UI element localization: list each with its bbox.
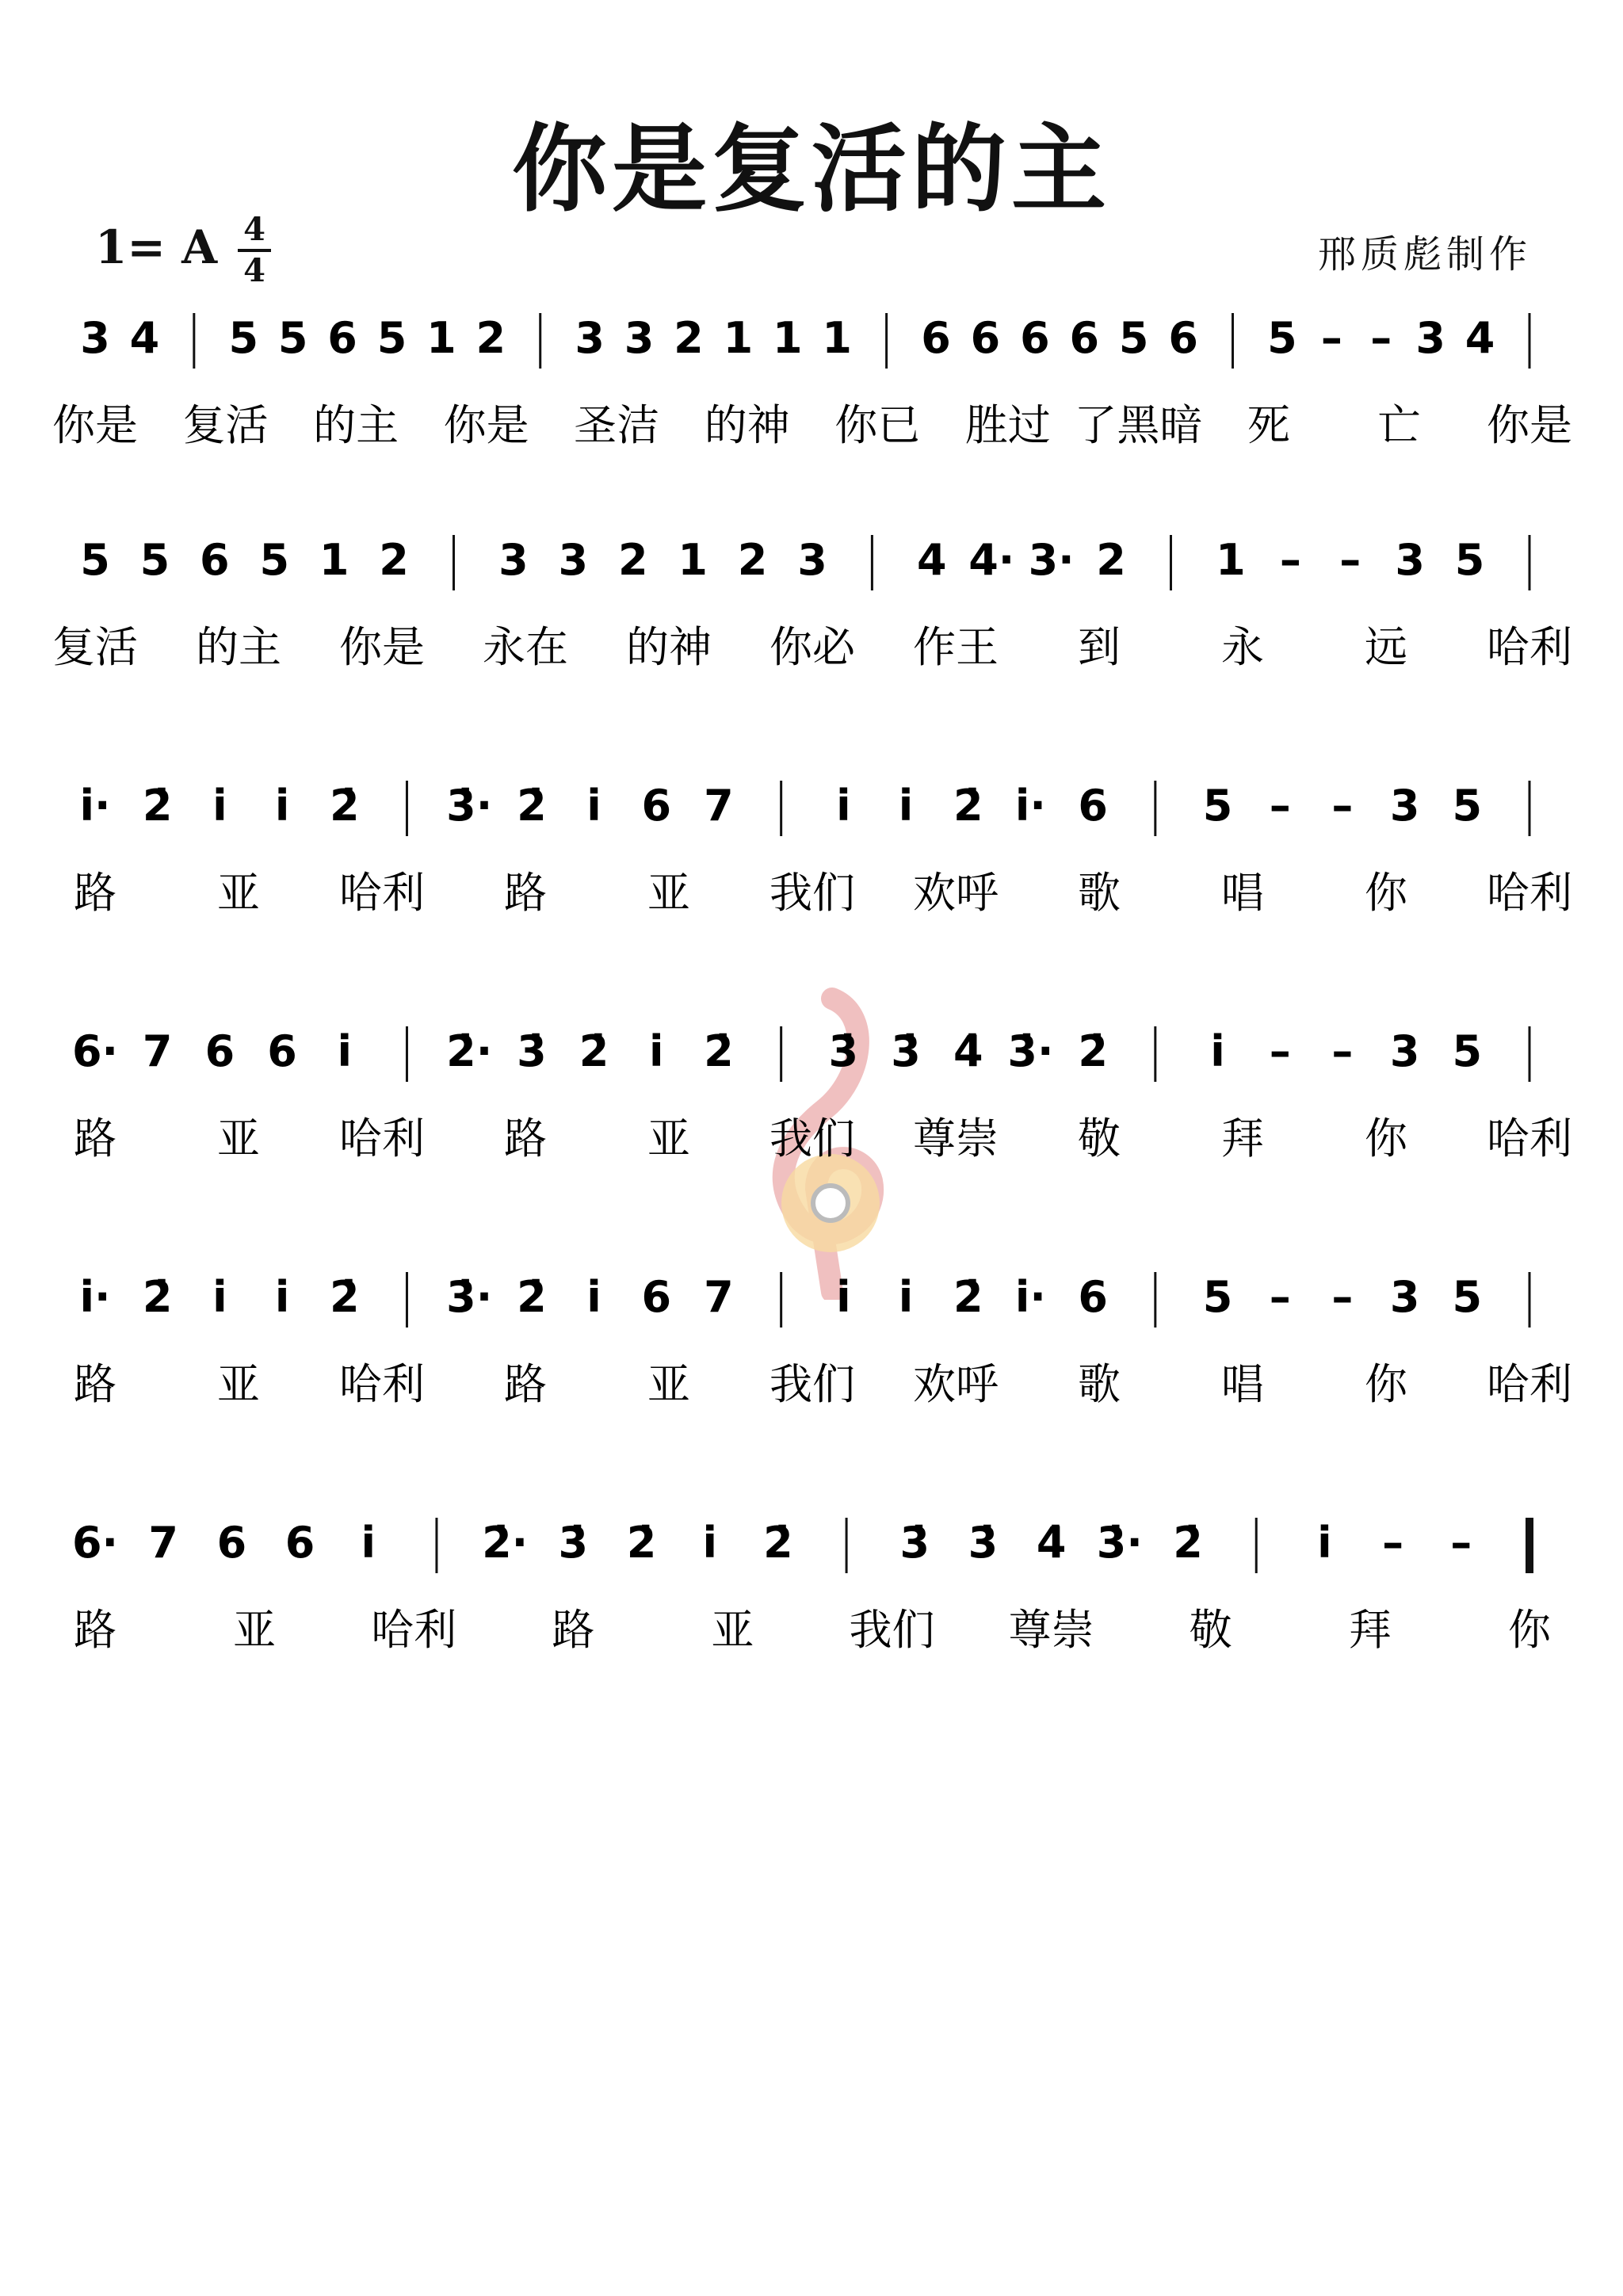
time-signature-bottom: 4: [243, 252, 265, 289]
lyric: 永在: [483, 622, 568, 672]
lyric: 敬: [1189, 1605, 1232, 1655]
note: 7: [704, 781, 734, 831]
lyric: 的主: [196, 622, 281, 672]
lyric: 你: [1365, 1114, 1407, 1163]
note: 5: [1202, 1272, 1233, 1322]
note: 2̇: [517, 781, 547, 831]
note: 3̇: [558, 1518, 589, 1568]
lyric: 拜: [1348, 1605, 1392, 1655]
lyric: 欢呼: [913, 868, 999, 918]
lyric: 亚: [217, 1359, 260, 1409]
lyric: 远: [1365, 622, 1407, 672]
note: 2̇: [704, 1026, 734, 1076]
system-1: [52, 313, 1572, 450]
note: 2̇: [953, 781, 983, 831]
lyric: 亚: [233, 1605, 277, 1655]
lyric: 我们: [769, 1114, 855, 1163]
lyric: 路: [74, 1359, 116, 1409]
note: 5: [139, 535, 170, 585]
note: 1: [723, 313, 754, 363]
note: i·: [1014, 1272, 1046, 1322]
note: 3: [80, 313, 110, 363]
note: 3̇: [899, 1518, 930, 1568]
lyric: 你是: [339, 622, 425, 672]
note: 2̇: [1078, 1026, 1108, 1076]
note: 7: [148, 1518, 178, 1568]
lyric: 作王: [913, 622, 999, 672]
note: 6: [1069, 313, 1100, 363]
lyric: 死: [1247, 400, 1290, 450]
note: –: [1279, 535, 1301, 585]
key-signature: 1= A: [95, 220, 218, 274]
lyric: 哈利: [339, 1114, 425, 1163]
note: 3̇: [968, 1518, 999, 1568]
lyric: 我们: [769, 1359, 855, 1409]
note: 6: [1168, 313, 1198, 363]
author-credit: 邢质彪制作: [1317, 232, 1532, 277]
note: 4: [1465, 313, 1495, 363]
note: 3: [575, 313, 605, 363]
lyric: 的神: [626, 622, 712, 672]
note: –: [1269, 1272, 1291, 1322]
note: 2̇: [142, 1272, 173, 1322]
lyric: 你是: [443, 400, 529, 450]
note: 5: [1452, 781, 1483, 831]
note: 3: [558, 535, 589, 585]
note: 2: [475, 313, 506, 363]
note: i: [836, 1272, 851, 1322]
note: 6: [641, 781, 672, 831]
note: 3̇·: [446, 781, 493, 831]
note: 3̇: [891, 1026, 921, 1076]
note: –: [1331, 1026, 1354, 1076]
lyric: 永: [1221, 622, 1264, 672]
note: i: [898, 781, 914, 831]
note: 7: [704, 1272, 734, 1322]
note: 2: [617, 535, 648, 585]
lyric: 复活: [182, 400, 269, 450]
note: 2̇: [579, 1026, 609, 1076]
time-signature-top: 4: [243, 211, 265, 248]
lyric: 亚: [647, 1359, 690, 1409]
lyric: 哈利: [1487, 1114, 1572, 1163]
note: i·: [1014, 781, 1046, 831]
note: i: [836, 781, 851, 831]
note: –: [1331, 1272, 1354, 1322]
lyric: 唱: [1221, 868, 1264, 918]
lyric: 歌: [1078, 868, 1121, 918]
system-5: [74, 1272, 1572, 1409]
note: 6: [267, 1026, 297, 1076]
note: 2̇: [763, 1518, 793, 1568]
lyric: 亚: [647, 868, 690, 918]
note: 4̇: [953, 1026, 983, 1076]
note: i: [1210, 1026, 1225, 1076]
note: i: [649, 1026, 664, 1076]
note: i·: [79, 781, 111, 831]
note: 3: [1415, 313, 1445, 363]
note: –: [1370, 313, 1392, 363]
lyric: 你: [1365, 868, 1407, 918]
lyric: 路: [504, 868, 547, 918]
lyric: 敬: [1078, 1114, 1121, 1163]
note: i: [1317, 1518, 1332, 1568]
note: 1: [1216, 535, 1246, 585]
note: 2: [379, 535, 409, 585]
note: 2̇: [953, 1272, 983, 1322]
lyric: 的主: [313, 400, 399, 450]
lyric: 我们: [769, 868, 855, 918]
system-3: [74, 781, 1572, 918]
note: 2̇·: [482, 1518, 529, 1568]
note: 3: [498, 535, 529, 585]
lyric: 歌: [1078, 1359, 1121, 1409]
lyric: 你: [1508, 1605, 1551, 1655]
lyric: 欢呼: [913, 1359, 999, 1409]
note: 2: [674, 313, 704, 363]
note: 3̇·: [1007, 1026, 1054, 1076]
lyric: 你是: [1487, 400, 1572, 450]
lyric: 胜过: [964, 400, 1051, 450]
note: 2: [737, 535, 768, 585]
lyric: 尊崇: [913, 1114, 999, 1163]
note: 6: [970, 313, 1001, 363]
note: 2̇: [329, 1272, 360, 1322]
note: 6: [1078, 781, 1108, 831]
note: 6: [285, 1518, 315, 1568]
note: 6: [921, 313, 951, 363]
note: 2̇·: [446, 1026, 493, 1076]
lyric: 你必: [769, 622, 855, 672]
note: 3̇: [828, 1026, 859, 1076]
note: 3: [1389, 1272, 1420, 1322]
note: 3̇·: [1096, 1518, 1143, 1568]
lyric: 亚: [217, 868, 260, 918]
note: 6·: [71, 1518, 119, 1568]
note: 1: [678, 535, 708, 585]
note: 3: [1389, 781, 1420, 831]
lyric: 路: [552, 1605, 595, 1655]
note: 6·: [71, 1026, 119, 1076]
lyric: 路: [504, 1114, 547, 1163]
note: 5: [1202, 781, 1233, 831]
note: 5: [1454, 535, 1485, 585]
note: 3: [624, 313, 655, 363]
note: 5: [1452, 1272, 1483, 1322]
note: i·: [79, 1272, 111, 1322]
lyric: 路: [74, 1605, 116, 1655]
note: 5: [228, 313, 259, 363]
lyric: 路: [504, 1359, 547, 1409]
note: –: [1269, 1026, 1291, 1076]
note: 4̇: [1036, 1518, 1067, 1568]
note: 5: [277, 313, 308, 363]
lyric: 我们: [849, 1605, 935, 1655]
note: 6: [641, 1272, 672, 1322]
note: 5: [1452, 1026, 1483, 1076]
note: 6: [216, 1518, 247, 1568]
note: 1: [773, 313, 803, 363]
lyric: 你是: [52, 400, 138, 450]
lyric: 唱: [1221, 1359, 1264, 1409]
note: i: [702, 1518, 717, 1568]
note: i: [274, 781, 290, 831]
note: 3̇·: [446, 1272, 493, 1322]
note: –: [1382, 1518, 1404, 1568]
lyric: 哈利: [339, 1359, 425, 1409]
lyric: 亚: [217, 1114, 260, 1163]
note: 5: [80, 535, 110, 585]
lyric: 亡: [1377, 400, 1421, 450]
song-title: 你是复活的主: [512, 113, 1111, 225]
note: 2̇: [142, 781, 173, 831]
lyric: 尊崇: [1008, 1605, 1094, 1655]
note: –: [1450, 1518, 1472, 1568]
note: 2: [1096, 535, 1126, 585]
note: 6: [204, 1026, 235, 1076]
note: –: [1269, 781, 1291, 831]
note: i: [337, 1026, 353, 1076]
system-6: [72, 1518, 1552, 1655]
lyric: 路: [74, 1114, 116, 1163]
note: –: [1339, 535, 1361, 585]
note: 3: [797, 535, 827, 585]
note: 6: [1078, 1272, 1108, 1322]
note: 5: [1267, 313, 1297, 363]
note: –: [1320, 313, 1342, 363]
note: 1: [426, 313, 456, 363]
lyric: 哈利: [371, 1605, 457, 1655]
note: 3: [1395, 535, 1425, 585]
note: 1: [319, 535, 349, 585]
note: 3: [1389, 1026, 1420, 1076]
note: 4: [129, 313, 160, 363]
lyric: 复活: [52, 622, 138, 672]
note: 5: [1118, 313, 1149, 363]
note: i: [586, 781, 601, 831]
note: i: [898, 1272, 914, 1322]
note: i: [274, 1272, 290, 1322]
lyric: 到: [1078, 622, 1121, 672]
note: 2̇: [626, 1518, 657, 1568]
note: –: [1331, 781, 1354, 831]
note: 2̇: [329, 781, 360, 831]
lyric: 的神: [704, 400, 790, 450]
lyric: 拜: [1221, 1114, 1264, 1163]
note: 6: [327, 313, 357, 363]
lyric: 亚: [711, 1605, 754, 1655]
note: 3̇: [517, 1026, 547, 1076]
lyric: 哈利: [1487, 868, 1572, 918]
system-2: [52, 535, 1572, 672]
note: 4·: [968, 535, 1015, 585]
lyric: 你: [1365, 1359, 1407, 1409]
note: 4: [917, 535, 947, 585]
lyric: 了黑暗: [1074, 400, 1203, 450]
note: i: [361, 1518, 376, 1568]
lyric: 圣洁: [574, 400, 660, 450]
note: 2̇: [517, 1272, 547, 1322]
note: 5: [376, 313, 407, 363]
note: 6: [200, 535, 230, 585]
note: i: [212, 1272, 227, 1322]
system-4: [72, 1026, 1572, 1163]
note: i: [212, 781, 227, 831]
lyric: 哈利: [1487, 622, 1572, 672]
lyric: 哈利: [339, 868, 425, 918]
note: 5: [259, 535, 290, 585]
note: 7: [142, 1026, 173, 1076]
lyric: 你已: [834, 400, 921, 450]
lyric: 路: [74, 868, 116, 918]
note: 6: [1020, 313, 1050, 363]
note: 2̇: [1173, 1518, 1203, 1568]
note: i: [586, 1272, 601, 1322]
lyric: 哈利: [1487, 1359, 1572, 1409]
note: 1: [822, 313, 852, 363]
lyric: 亚: [647, 1114, 690, 1163]
note: 3·: [1028, 535, 1075, 585]
